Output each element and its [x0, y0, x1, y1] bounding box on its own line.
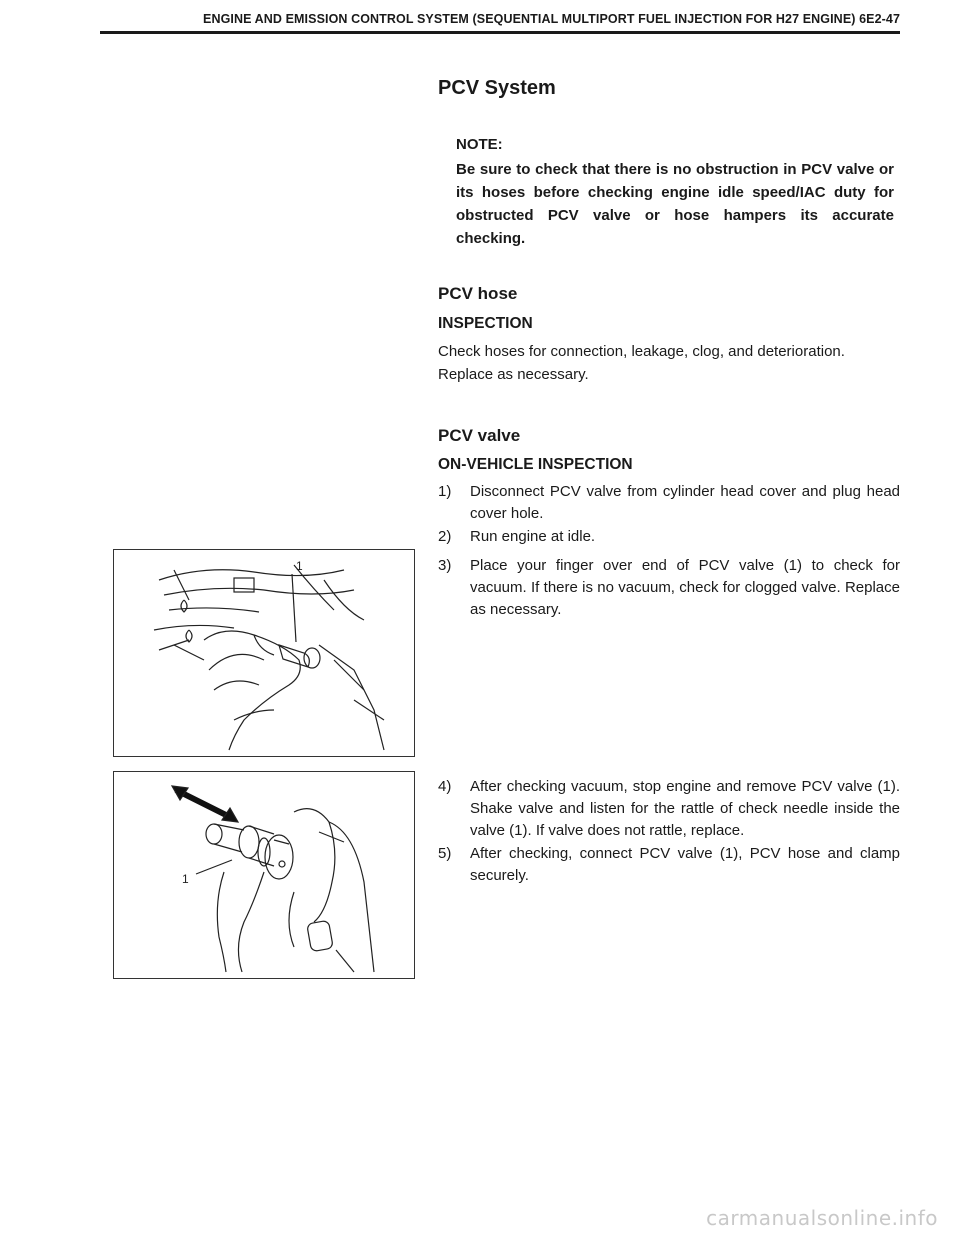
- step-item: [438, 776, 900, 842]
- pcv-valve-subtitle: ON-VEHICLE INSPECTION: [438, 456, 633, 473]
- figure-shake-check: [113, 771, 415, 979]
- callout-1: 1: [296, 559, 303, 573]
- steps-group-c: [438, 776, 900, 888]
- header-rule: [100, 31, 900, 34]
- step-number: 3): [438, 557, 452, 574]
- step-text: After checking, connect PCV valve (1), PCV hose and clamp securely.: [470, 845, 900, 884]
- callout-1: 1: [182, 872, 189, 886]
- step-number: 1): [438, 483, 452, 500]
- pcv-valve-title: PCV valve: [438, 426, 521, 445]
- step-number: 5): [438, 845, 452, 862]
- note-text: Be sure to check that there is no obstruction in PCV valve or its hoses before checking engine idle speed/IAC duty for obstructed PCV valve or hose hampers its accurate checking.: [456, 161, 894, 247]
- figure-vacuum-check: [113, 549, 415, 757]
- page-header: ENGINE AND EMISSION CONTROL SYSTEM (SEQUENTIAL MULTIPORT FUEL INJECTION FOR H27 ENGINE) 6E2-47: [203, 12, 900, 26]
- vacuum-check-illustration: [114, 550, 414, 756]
- pcv-hose-subtitle: INSPECTION: [438, 315, 533, 332]
- steps-group-b: [438, 555, 900, 622]
- pcv-hose-title: PCV hose: [438, 284, 518, 303]
- pcv-hose-line: Replace as necessary.: [438, 366, 589, 383]
- pcv-hose-text: [438, 340, 898, 386]
- steps-group-a: [438, 481, 900, 549]
- shake-check-illustration: [114, 772, 414, 978]
- step-item: [438, 481, 900, 525]
- watermark: carmanualsonline.info: [706, 1206, 938, 1230]
- step-text: Run engine at idle.: [470, 528, 596, 545]
- note-label: NOTE:: [456, 136, 503, 153]
- step-item: [438, 843, 900, 887]
- step-text: After checking vacuum, stop engine and remove PCV valve (1). Shake valve and listen for the rattle of check needle inside the valve (1). If valve does not rattle, replace.: [470, 778, 900, 839]
- section-title: PCV System: [438, 77, 556, 99]
- pcv-hose-line: Check hoses for connection, leakage, clog, and deterioration.: [438, 343, 845, 360]
- step-number: 4): [438, 778, 452, 795]
- step-text: Disconnect PCV valve from cylinder head cover and plug head cover hole.: [470, 483, 900, 522]
- step-item: [438, 526, 900, 548]
- step-item: [438, 555, 900, 621]
- step-number: 2): [438, 528, 452, 545]
- step-text: Place your finger over end of PCV valve (1) to check for vacuum. If there is no vacuum, check for clogged valve. Replace as necessary.: [470, 557, 900, 618]
